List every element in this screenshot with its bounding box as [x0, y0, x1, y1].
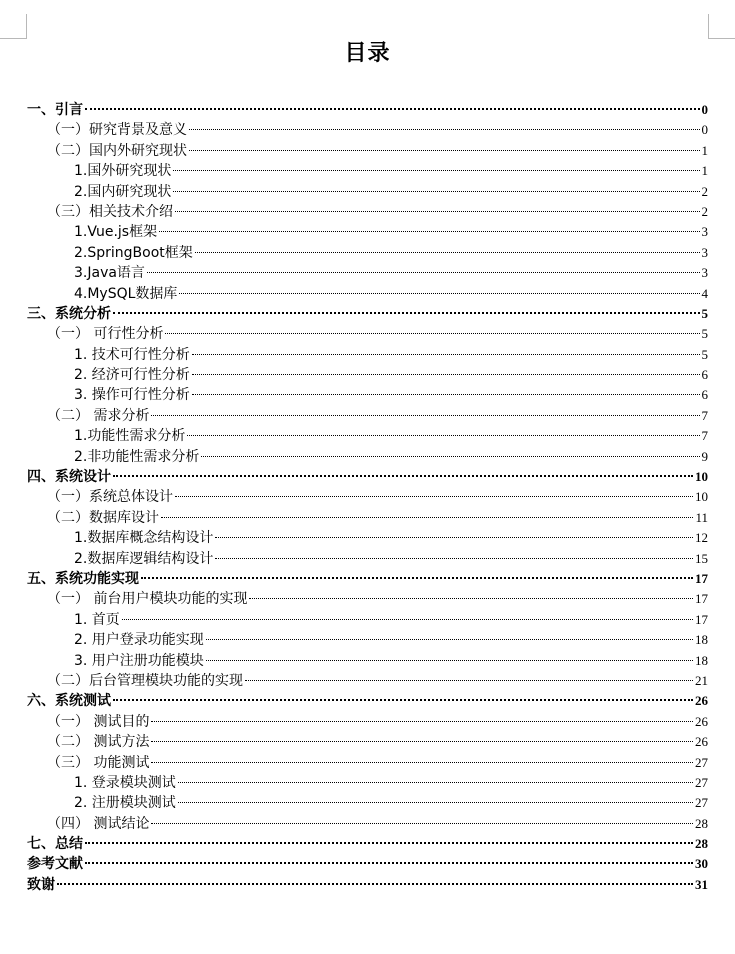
toc-entry-title: 3. 用户注册功能模块 — [74, 652, 204, 669]
dot-leader — [173, 191, 699, 192]
toc-entry[interactable] — [27, 100, 708, 120]
toc-entry[interactable] — [27, 406, 708, 426]
dot-leader — [85, 842, 693, 844]
toc-entry-page-number: 11 — [695, 509, 708, 525]
toc-entry-page-number: 28 — [695, 815, 708, 831]
toc-entry[interactable] — [27, 487, 708, 507]
toc-entry-page-number: 28 — [695, 836, 708, 852]
toc-entry[interactable] — [27, 753, 708, 773]
toc-entry[interactable] — [27, 854, 708, 874]
dot-leader — [249, 598, 693, 599]
toc-entry[interactable] — [27, 671, 708, 691]
toc-entry-page-number: 7 — [701, 407, 708, 423]
toc-entry-title: （一） 可行性分析 — [47, 326, 164, 343]
dot-leader — [113, 312, 700, 314]
dot-leader — [151, 762, 693, 763]
toc-entry-title: 2.非功能性需求分析 — [74, 448, 200, 465]
dot-leader — [192, 354, 700, 355]
toc-entry-page-number: 5 — [701, 326, 708, 342]
toc-entry[interactable] — [27, 426, 708, 446]
dot-leader — [122, 619, 693, 620]
toc-entry-title: （四） 测试结论 — [47, 815, 150, 832]
dot-leader — [85, 108, 700, 110]
dot-leader — [201, 456, 699, 457]
dot-leader — [175, 211, 700, 212]
toc-entry[interactable] — [27, 712, 708, 732]
dot-leader — [175, 496, 693, 497]
toc-entry-page-number: 7 — [701, 428, 708, 444]
dot-leader — [165, 333, 699, 334]
toc-entry[interactable] — [27, 447, 708, 467]
toc-entry[interactable] — [27, 467, 708, 487]
toc-entry-page-number: 15 — [695, 550, 708, 566]
toc-entry-title: （二）后台管理模块功能的实现 — [47, 672, 243, 689]
dot-leader — [159, 231, 699, 232]
dot-leader — [192, 374, 700, 375]
toc-entry-title: 五、系统功能实现 — [27, 570, 139, 587]
dot-leader — [189, 150, 700, 151]
toc-entry-page-number: 2 — [701, 183, 708, 199]
table-of-contents — [27, 100, 708, 895]
dot-leader — [195, 252, 700, 253]
toc-title: 目录 — [344, 41, 391, 66]
toc-entry-page-number: 1 — [701, 163, 708, 179]
toc-entry[interactable] — [27, 304, 708, 324]
toc-entry[interactable] — [27, 528, 708, 548]
toc-entry-title: 一、引言 — [27, 102, 83, 118]
toc-entry-title: 2. 用户登录功能实现 — [74, 632, 204, 649]
toc-entry[interactable] — [27, 385, 708, 405]
dot-leader — [57, 883, 693, 885]
dot-leader — [187, 435, 699, 436]
toc-entry-page-number: 12 — [695, 530, 708, 546]
dot-leader — [178, 782, 693, 783]
toc-entry-page-number: 10 — [695, 489, 708, 505]
dot-leader — [85, 862, 693, 864]
toc-entry-title: （二） 需求分析 — [47, 407, 150, 424]
toc-entry[interactable] — [27, 284, 708, 304]
toc-entry-page-number: 26 — [695, 734, 708, 750]
toc-entry-title: （三）相关技术介绍 — [47, 203, 173, 220]
dot-leader — [173, 170, 699, 171]
dot-leader — [192, 394, 700, 395]
toc-entry[interactable] — [27, 243, 708, 263]
dot-leader — [141, 577, 693, 579]
toc-entry-title: 1.功能性需求分析 — [74, 428, 186, 445]
dot-leader — [179, 293, 699, 294]
toc-entry-page-number: 6 — [701, 367, 708, 383]
toc-entry[interactable] — [27, 814, 708, 834]
dot-leader — [245, 680, 693, 681]
toc-entry[interactable] — [27, 732, 708, 752]
toc-entry-title: （二）数据库设计 — [47, 509, 159, 526]
toc-entry-title: 2. 经济可行性分析 — [74, 367, 190, 384]
toc-entry-title: 参考文献 — [27, 856, 83, 873]
toc-entry[interactable] — [27, 549, 708, 569]
toc-entry-page-number: 4 — [701, 285, 708, 301]
toc-entry[interactable] — [27, 569, 708, 589]
toc-entry-page-number: 26 — [695, 693, 708, 709]
toc-entry-title: 4.MySQL数据库 — [74, 285, 178, 302]
toc-entry-title: （二）国内外研究现状 — [47, 142, 187, 159]
dot-leader — [151, 823, 693, 824]
toc-entry-page-number: 9 — [701, 448, 708, 464]
dot-leader — [215, 558, 693, 559]
toc-entry-title: 1.数据库概念结构设计 — [74, 530, 214, 547]
toc-entry-title: 2.SpringBoot框架 — [74, 244, 193, 261]
toc-entry[interactable] — [27, 222, 708, 242]
toc-entry[interactable] — [27, 651, 708, 671]
toc-entry-page-number: 27 — [695, 774, 708, 790]
toc-entry[interactable] — [27, 365, 708, 385]
dot-leader — [206, 660, 693, 661]
toc-entry[interactable] — [27, 161, 708, 181]
toc-entry[interactable] — [27, 345, 708, 365]
dot-leader — [189, 129, 700, 130]
toc-entry[interactable] — [27, 508, 708, 528]
toc-entry-title: 七、总结 — [27, 836, 83, 853]
toc-entry[interactable] — [27, 630, 708, 650]
toc-entry[interactable] — [27, 834, 708, 854]
toc-entry-page-number: 5 — [701, 305, 708, 321]
toc-entry[interactable] — [27, 773, 708, 793]
toc-entry-page-number: 17 — [695, 570, 708, 586]
dot-leader — [113, 475, 693, 477]
dot-leader — [178, 802, 693, 803]
toc-entry-page-number: 18 — [695, 652, 708, 668]
toc-entry[interactable] — [27, 610, 708, 630]
toc-entry-title: （一）系统总体设计 — [47, 489, 173, 506]
toc-entry-page-number: 3 — [701, 244, 708, 260]
toc-entry-page-number: 27 — [695, 795, 708, 811]
toc-entry-page-number: 1 — [701, 142, 708, 158]
toc-entry-page-number: 26 — [695, 713, 708, 729]
dot-leader — [206, 639, 693, 640]
toc-entry-page-number: 27 — [695, 754, 708, 770]
toc-entry-page-number: 30 — [695, 856, 708, 872]
toc-entry[interactable] — [27, 202, 708, 222]
toc-entry-page-number: 3 — [701, 224, 708, 240]
toc-entry-title: （二） 测试方法 — [47, 734, 150, 751]
dot-leader — [147, 272, 700, 273]
toc-entry-title: 1.国外研究现状 — [74, 163, 172, 180]
toc-entry-title: （一） 测试目的 — [47, 713, 150, 730]
toc-entry-page-number: 6 — [701, 387, 708, 403]
toc-entry-page-number: 18 — [695, 632, 708, 648]
toc-entry-title: 六、系统测试 — [27, 693, 111, 710]
toc-entry-title: 1. 技术可行性分析 — [74, 346, 190, 363]
toc-entry-title: 致谢 — [27, 876, 55, 893]
toc-entry[interactable] — [27, 875, 708, 895]
toc-entry[interactable] — [27, 793, 708, 813]
toc-entry-page-number: 0 — [701, 122, 708, 138]
toc-entry-page-number: 17 — [695, 611, 708, 627]
toc-entry-page-number: 0 — [701, 102, 708, 117]
toc-entry[interactable] — [27, 120, 708, 140]
toc-entry[interactable] — [27, 589, 708, 609]
toc-entry-title: （一）研究背景及意义 — [47, 122, 187, 139]
toc-entry[interactable] — [27, 691, 708, 711]
toc-entry-page-number: 10 — [695, 469, 708, 485]
toc-entry-title: 1.Vue.js框架 — [74, 224, 158, 241]
toc-entry-page-number: 17 — [695, 591, 708, 607]
toc-entry-title: 3.Java语言 — [74, 265, 145, 282]
dot-leader — [151, 741, 693, 742]
toc-entry-page-number: 2 — [701, 203, 708, 219]
toc-entry[interactable] — [27, 182, 708, 202]
toc-entry[interactable] — [27, 263, 708, 283]
toc-entry-title: 四、系统设计 — [27, 469, 111, 486]
toc-entry-title: 1. 登录模块测试 — [74, 774, 176, 791]
toc-entry-title: 1. 首页 — [74, 611, 120, 628]
toc-entry[interactable] — [27, 324, 708, 344]
dot-leader — [161, 517, 693, 518]
dot-leader — [151, 415, 699, 416]
toc-entry-title: 3. 操作可行性分析 — [74, 387, 190, 404]
toc-entry-title: （一） 前台用户模块功能的实现 — [47, 591, 248, 608]
toc-entry-title: 2.国内研究现状 — [74, 183, 172, 200]
toc-entry-page-number: 31 — [695, 876, 708, 892]
toc-entry-title: 2. 注册模块测试 — [74, 795, 176, 812]
dot-leader — [215, 537, 693, 538]
toc-entry-page-number: 21 — [695, 672, 708, 688]
dot-leader — [151, 721, 693, 722]
dot-leader — [113, 699, 693, 701]
toc-entry-page-number: 5 — [701, 346, 708, 362]
toc-entry-title: （三） 功能测试 — [47, 754, 150, 771]
toc-entry-title: 三、系统分析 — [27, 305, 111, 322]
toc-entry[interactable] — [27, 141, 708, 161]
toc-entry-page-number: 3 — [701, 265, 708, 281]
toc-entry-title: 2.数据库逻辑结构设计 — [74, 550, 214, 567]
